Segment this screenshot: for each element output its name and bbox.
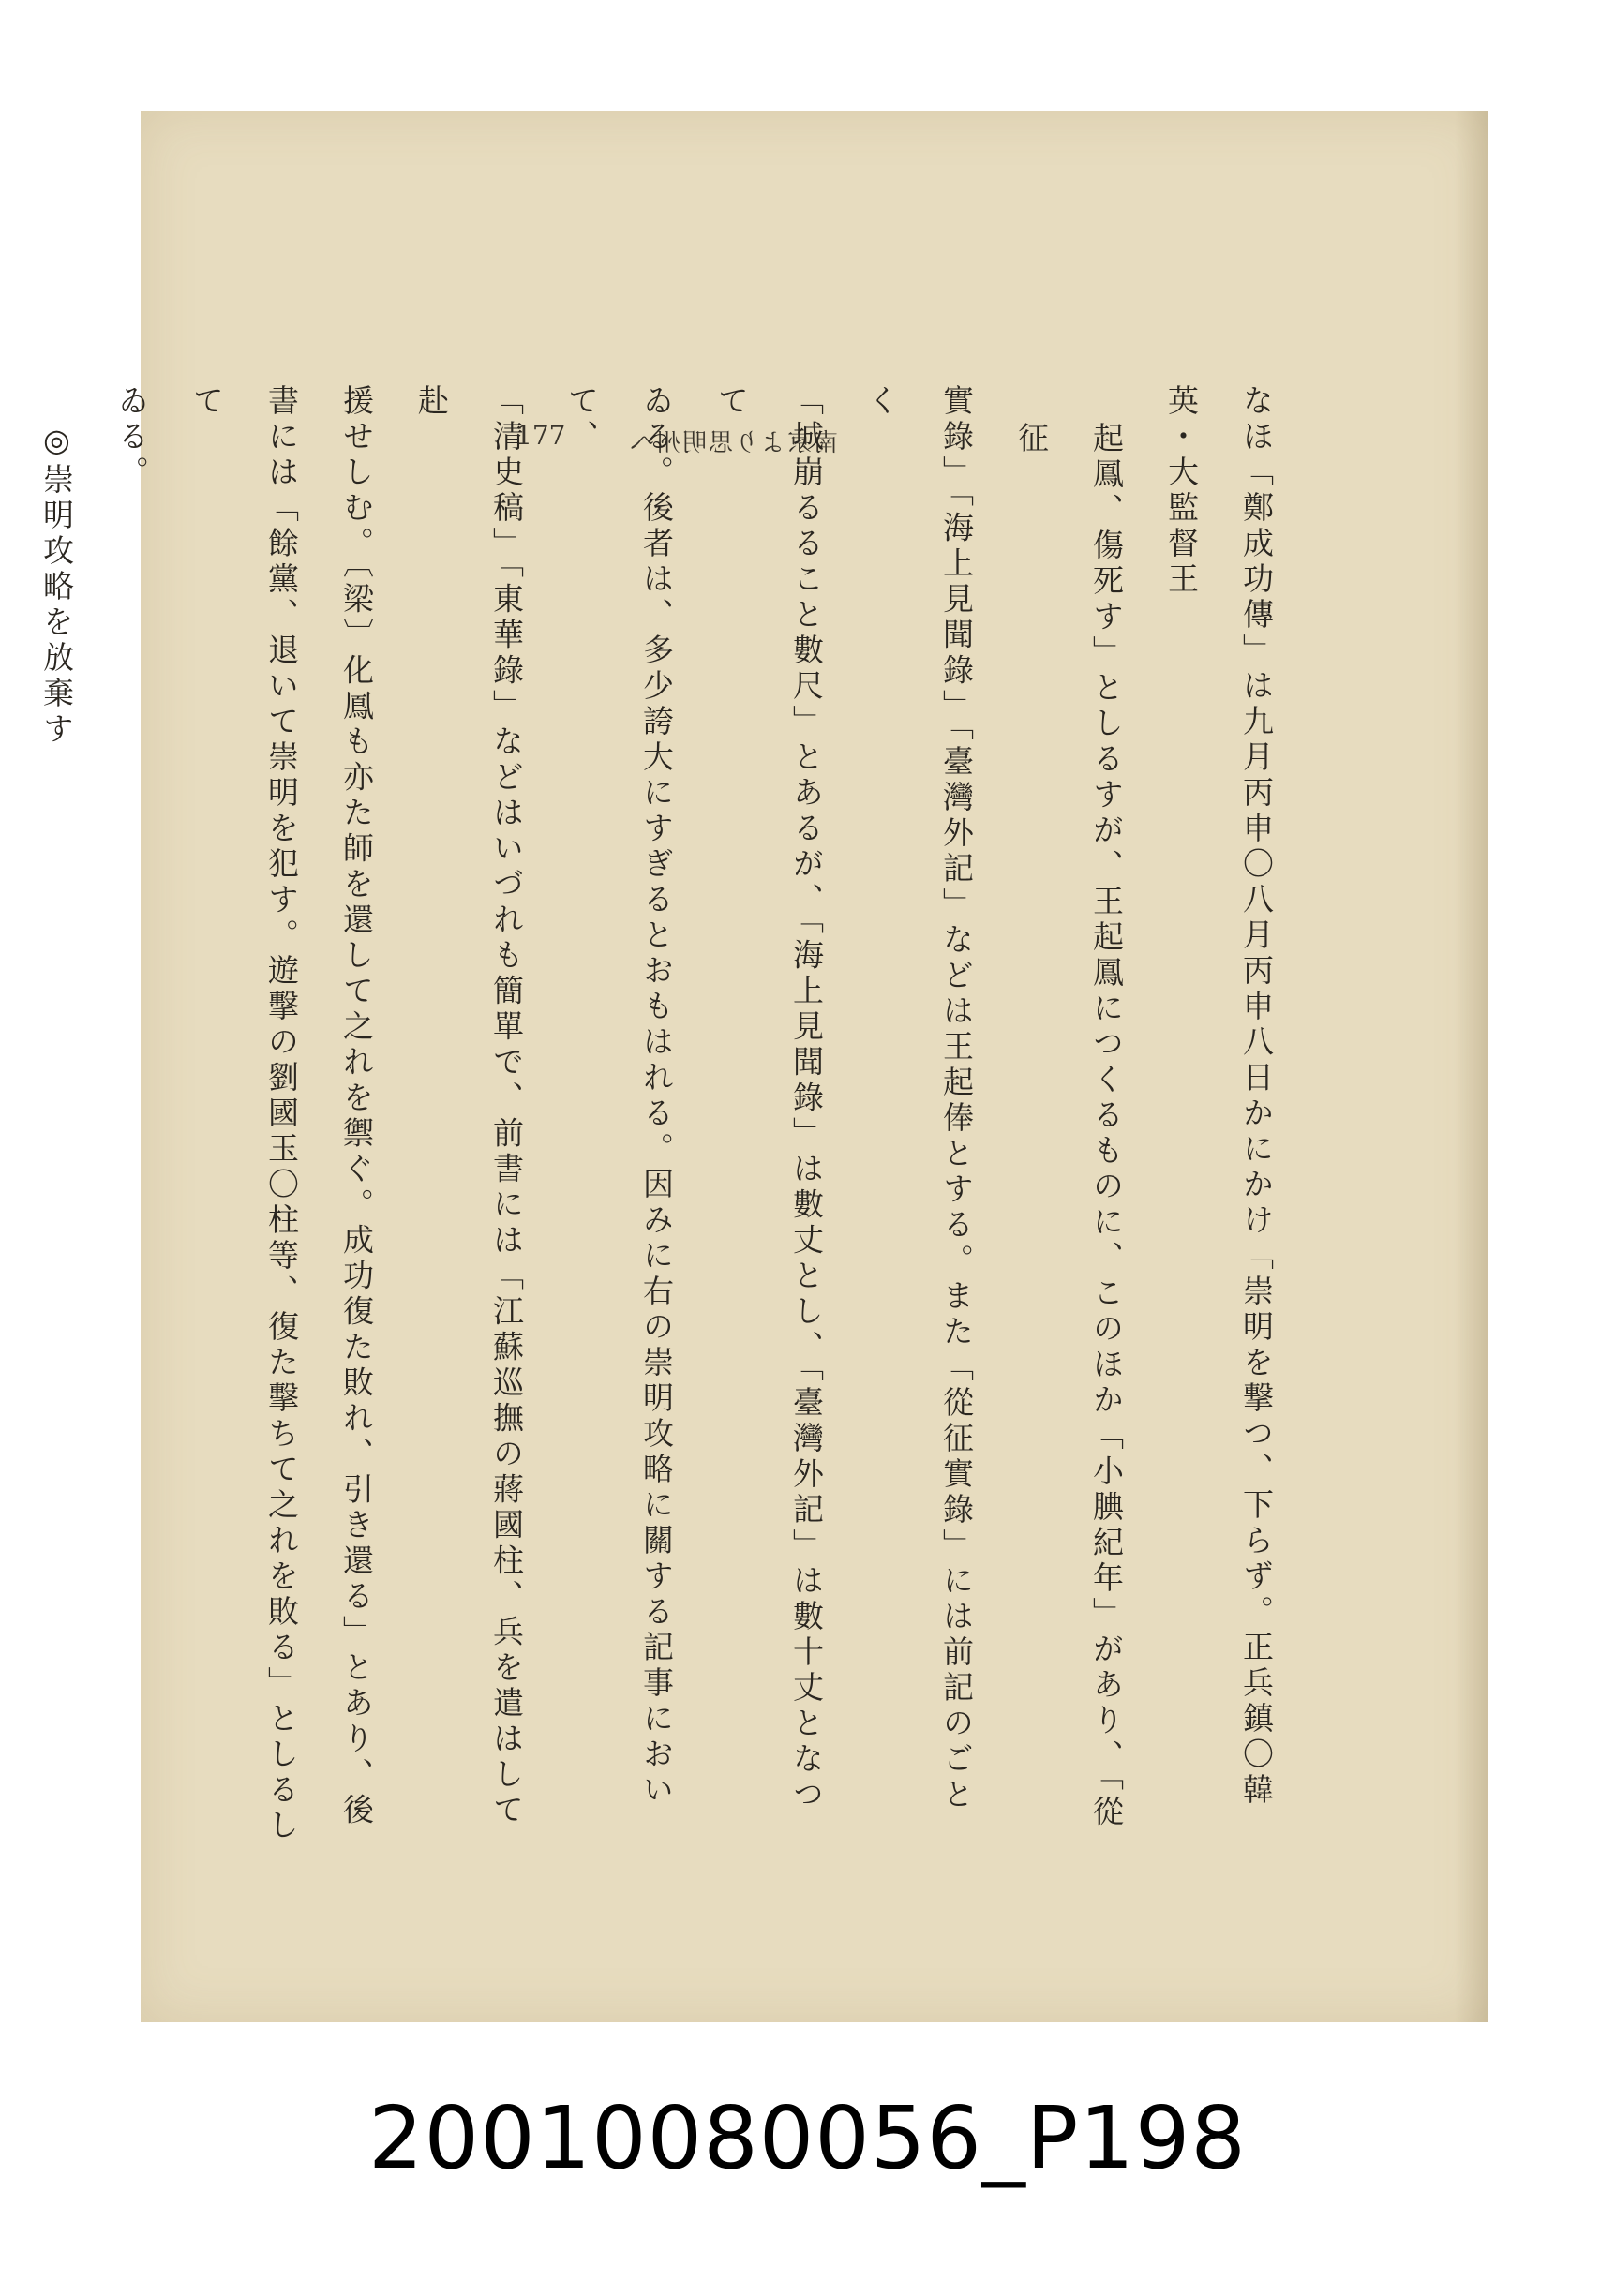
- text-column: [0, 384, 19, 1846]
- running-head: 南京より思明州へ: [628, 429, 839, 457]
- text-column: 「清史稿」「東華錄」などはいづれも簡單で、前書には「江蘇巡撫の蔣國柱、兵を遣はして赴: [413, 384, 525, 1829]
- text-column: 書には「餘黨、退いて崇明を犯す。遊擊の劉國玉〇柱等、復た擊ちて之れを敗る」としるして: [188, 384, 300, 1844]
- text-column: 實錄」「海上見聞錄」「臺灣外記」などは王起俸とする。また「從征實錄」には前記のごとく: [863, 384, 975, 1813]
- text-column: ゐる。後者は、多少誇大にすぎるとおもはれる。因みに右の崇明攻略に關する記事において、: [563, 384, 675, 1809]
- text-column: なほ「鄭成功傳」は九月丙申〇八月丙申八日かにかけ「崇明を撃つ、下らず。正兵鎮〇韓英・大監督王: [1163, 384, 1275, 1809]
- vertical-body-text: [38, 384, 1293, 1846]
- section-title: ◎崇明攻略を放棄す: [38, 422, 75, 748]
- archive-identifier: 20010080056_P198: [368, 2088, 1247, 2188]
- page-number: 177: [516, 420, 566, 451]
- text-column: 援せしむ。〔梁〕化鳳も亦た師を還して之れを禦ぐ。成功復た敗れ、引き還る」とあり、後: [338, 384, 375, 1829]
- text-column: ゐる。: [113, 384, 150, 491]
- text-column: 起鳳、傷死す」としるすが、王起鳳につくるものに、このほか「小腆紀年」があり、「從征: [1013, 422, 1125, 1831]
- text-column: 「城崩るること數尺」とあるが、「海上見聞錄」は數丈とし、「臺灣外記」は數十丈となつて: [713, 384, 825, 1813]
